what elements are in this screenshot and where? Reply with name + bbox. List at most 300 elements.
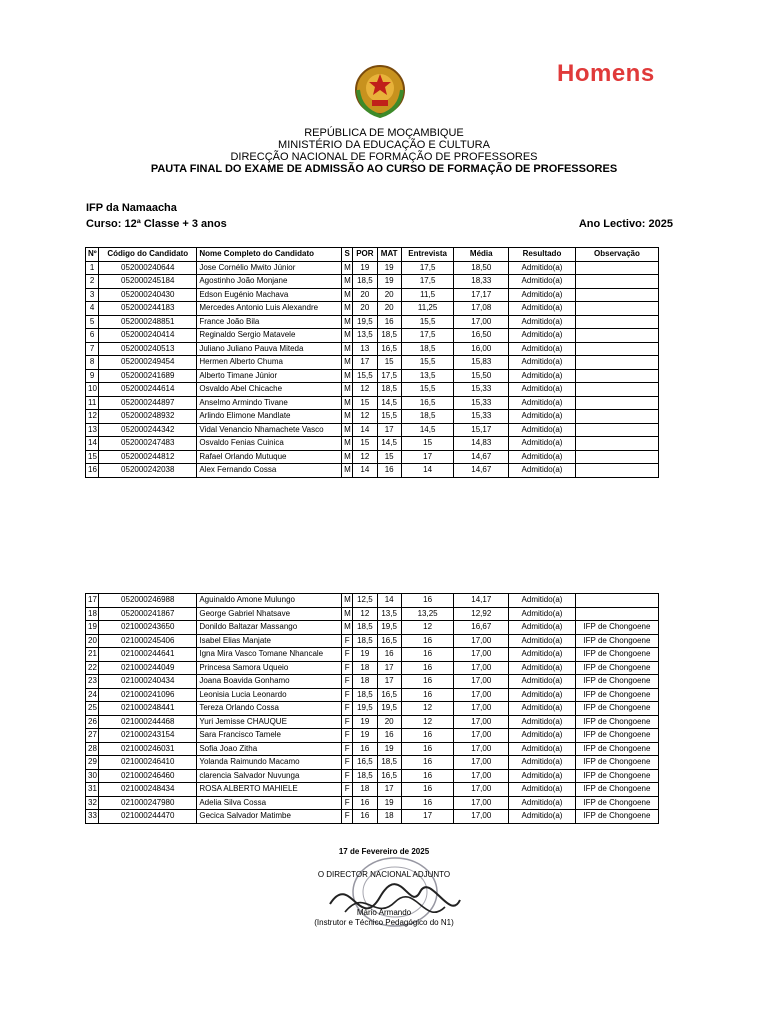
average-cell: 17,00 bbox=[454, 648, 509, 662]
result-cell: Admitido(a) bbox=[509, 634, 576, 648]
sex-cell: M bbox=[342, 410, 353, 424]
por-score-cell: 12 bbox=[353, 383, 377, 397]
candidate-name-cell: George Gabriel Nhatsave bbox=[197, 607, 342, 621]
mat-score-cell: 19,5 bbox=[377, 702, 401, 716]
candidate-code-cell: 052000248851 bbox=[99, 315, 197, 329]
table-row bbox=[86, 423, 659, 437]
candidate-name-cell: Donildo Baltazar Massango bbox=[197, 621, 342, 635]
result-cell: Admitido(a) bbox=[509, 288, 576, 302]
candidate-name-cell: Yolanda Raimundo Macamo bbox=[197, 756, 342, 770]
interview-score-cell: 18,5 bbox=[401, 342, 454, 356]
col-header-average: Média bbox=[454, 248, 509, 262]
observation-cell: IFP de Chongoene bbox=[575, 810, 658, 824]
result-cell: Admitido(a) bbox=[509, 437, 576, 451]
interview-score-cell: 16 bbox=[401, 648, 454, 662]
por-score-cell: 19,5 bbox=[353, 702, 377, 716]
por-score-cell: 15,5 bbox=[353, 369, 377, 383]
result-cell: Admitido(a) bbox=[509, 769, 576, 783]
observation-cell bbox=[575, 288, 658, 302]
candidate-code-cell: 021000244470 bbox=[99, 810, 197, 824]
candidate-code-cell: 052000244183 bbox=[99, 302, 197, 316]
por-score-cell: 12,5 bbox=[353, 594, 377, 608]
candidate-name-cell: Vidal Venancio Nhamachete Vasco bbox=[197, 423, 342, 437]
col-header-number: Nº bbox=[86, 248, 99, 262]
interview-score-cell: 12 bbox=[401, 702, 454, 716]
interview-score-cell: 11,5 bbox=[401, 288, 454, 302]
row-number-cell: 32 bbox=[86, 796, 99, 810]
col-header-mat: MAT bbox=[377, 248, 401, 262]
candidate-name-cell: Aguinaldo Amone Mulungo bbox=[197, 594, 342, 608]
result-cell: Admitido(a) bbox=[509, 450, 576, 464]
result-cell: Admitido(a) bbox=[509, 275, 576, 289]
table-row bbox=[86, 383, 659, 397]
mat-score-cell: 19 bbox=[377, 796, 401, 810]
observation-cell: IFP de Chongoene bbox=[575, 783, 658, 797]
row-number-cell: 15 bbox=[86, 450, 99, 464]
candidate-code-cell: 021000246460 bbox=[99, 769, 197, 783]
candidate-name-cell: Reginaldo Sergio Matavele bbox=[197, 329, 342, 343]
sex-cell: M bbox=[342, 437, 353, 451]
candidate-name-cell: Alberto Timane Júnior bbox=[197, 369, 342, 383]
average-cell: 12,92 bbox=[454, 607, 509, 621]
table-row bbox=[86, 302, 659, 316]
col-header-sex: S bbox=[342, 248, 353, 262]
row-number-cell: 7 bbox=[86, 342, 99, 356]
sex-cell: F bbox=[342, 634, 353, 648]
signatory-title: (Instrutor e Técnico Pedagógico do N1) bbox=[314, 918, 454, 927]
candidate-name-cell: Sofia Joao Zitha bbox=[197, 742, 342, 756]
row-number-cell: 18 bbox=[86, 607, 99, 621]
candidate-name-cell: Gecica Salvador Matimbe bbox=[197, 810, 342, 824]
institution-name: IFP da Namaacha bbox=[86, 202, 177, 214]
average-cell: 15,17 bbox=[454, 423, 509, 437]
table-row bbox=[86, 715, 659, 729]
result-cell: Admitido(a) bbox=[509, 464, 576, 478]
interview-score-cell: 16 bbox=[401, 769, 454, 783]
por-score-cell: 14 bbox=[353, 464, 377, 478]
candidate-name-cell: Adelia Silva Cossa bbox=[197, 796, 342, 810]
mat-score-cell: 16 bbox=[377, 315, 401, 329]
row-number-cell: 11 bbox=[86, 396, 99, 410]
candidate-code-cell: 052000244614 bbox=[99, 383, 197, 397]
result-cell: Admitido(a) bbox=[509, 715, 576, 729]
candidate-code-cell: 052000241867 bbox=[99, 607, 197, 621]
candidate-name-cell: Joana Boavida Gonhamo bbox=[197, 675, 342, 689]
row-number-cell: 12 bbox=[86, 410, 99, 424]
observation-cell bbox=[575, 464, 658, 478]
sex-cell: F bbox=[342, 796, 353, 810]
interview-score-cell: 16 bbox=[401, 594, 454, 608]
candidate-code-cell: 052000244812 bbox=[99, 450, 197, 464]
table-row bbox=[86, 594, 659, 608]
interview-score-cell: 16 bbox=[401, 742, 454, 756]
interview-score-cell: 17,5 bbox=[401, 329, 454, 343]
mat-score-cell: 15,5 bbox=[377, 410, 401, 424]
candidate-name-cell: Yuri Jemisse CHAUQUE bbox=[197, 715, 342, 729]
candidate-name-cell: Sara Francisco Tamele bbox=[197, 729, 342, 743]
interview-score-cell: 16 bbox=[401, 729, 454, 743]
mat-score-cell: 17 bbox=[377, 675, 401, 689]
sex-cell: M bbox=[342, 396, 353, 410]
average-cell: 17,17 bbox=[454, 288, 509, 302]
por-score-cell: 18,5 bbox=[353, 621, 377, 635]
col-header-result: Resultado bbox=[509, 248, 576, 262]
result-cell: Admitido(a) bbox=[509, 356, 576, 370]
observation-cell: IFP de Chongoene bbox=[575, 675, 658, 689]
mat-score-cell: 18,5 bbox=[377, 383, 401, 397]
observation-cell bbox=[575, 342, 658, 356]
interview-score-cell: 15 bbox=[401, 437, 454, 451]
mat-score-cell: 17,5 bbox=[377, 369, 401, 383]
candidate-code-cell: 052000240513 bbox=[99, 342, 197, 356]
table-row bbox=[86, 369, 659, 383]
table-row bbox=[86, 702, 659, 716]
interview-score-cell: 16 bbox=[401, 688, 454, 702]
header-republic: REPÚBLICA DE MOÇAMBIQUE bbox=[304, 127, 464, 139]
table-row bbox=[86, 621, 659, 635]
row-number-cell: 33 bbox=[86, 810, 99, 824]
mat-score-cell: 16 bbox=[377, 648, 401, 662]
observation-cell: IFP de Chongoene bbox=[575, 715, 658, 729]
observation-cell: IFP de Chongoene bbox=[575, 661, 658, 675]
mat-score-cell: 20 bbox=[377, 715, 401, 729]
average-cell: 17,00 bbox=[454, 756, 509, 770]
table-row bbox=[86, 756, 659, 770]
row-number-cell: 20 bbox=[86, 634, 99, 648]
sex-cell: F bbox=[342, 742, 353, 756]
table-row bbox=[86, 329, 659, 343]
table-row bbox=[86, 634, 659, 648]
sex-cell: F bbox=[342, 810, 353, 824]
result-cell: Admitido(a) bbox=[509, 729, 576, 743]
candidate-name-cell: Igna Mira Vasco Tomane Nhancale bbox=[197, 648, 342, 662]
candidate-code-cell: 052000244897 bbox=[99, 396, 197, 410]
row-number-cell: 13 bbox=[86, 423, 99, 437]
por-score-cell: 18 bbox=[353, 661, 377, 675]
interview-score-cell: 16 bbox=[401, 675, 454, 689]
row-number-cell: 6 bbox=[86, 329, 99, 343]
row-number-cell: 19 bbox=[86, 621, 99, 635]
observation-cell bbox=[575, 302, 658, 316]
row-number-cell: 4 bbox=[86, 302, 99, 316]
candidate-code-cell: 021000244049 bbox=[99, 661, 197, 675]
sex-cell: M bbox=[342, 261, 353, 275]
mat-score-cell: 15 bbox=[377, 356, 401, 370]
col-header-code: Código do Candidato bbox=[99, 248, 197, 262]
observation-cell bbox=[575, 261, 658, 275]
table-row bbox=[86, 648, 659, 662]
candidate-name-cell: Alex Fernando Cossa bbox=[197, 464, 342, 478]
header-ministry: MINISTÉRIO DA EDUCAÇÃO E CULTURA bbox=[278, 139, 490, 151]
result-cell: Admitido(a) bbox=[509, 329, 576, 343]
col-header-name: Nome Completo do Candidato bbox=[197, 248, 342, 262]
sex-cell: M bbox=[342, 594, 353, 608]
candidate-name-cell: Mercedes Antonio Luis Alexandre bbox=[197, 302, 342, 316]
observation-cell: IFP de Chongoene bbox=[575, 796, 658, 810]
table-row bbox=[86, 729, 659, 743]
result-cell: Admitido(a) bbox=[509, 756, 576, 770]
mat-score-cell: 17 bbox=[377, 423, 401, 437]
por-score-cell: 19 bbox=[353, 261, 377, 275]
interview-score-cell: 15,5 bbox=[401, 356, 454, 370]
academic-year: Ano Lectivo: 2025 bbox=[578, 218, 673, 230]
row-number-cell: 26 bbox=[86, 715, 99, 729]
interview-score-cell: 17 bbox=[401, 810, 454, 824]
table-row bbox=[86, 437, 659, 451]
sex-cell: F bbox=[342, 783, 353, 797]
sex-cell: F bbox=[342, 715, 353, 729]
mat-score-cell: 16 bbox=[377, 464, 401, 478]
candidate-code-cell: 052000240414 bbox=[99, 329, 197, 343]
average-cell: 17,08 bbox=[454, 302, 509, 316]
average-cell: 15,83 bbox=[454, 356, 509, 370]
sex-cell: M bbox=[342, 356, 353, 370]
interview-score-cell: 12 bbox=[401, 715, 454, 729]
candidate-code-cell: 052000242038 bbox=[99, 464, 197, 478]
candidate-code-cell: 021000245406 bbox=[99, 634, 197, 648]
observation-cell: IFP de Chongoene bbox=[575, 702, 658, 716]
interview-score-cell: 15,5 bbox=[401, 383, 454, 397]
document-header bbox=[0, 127, 768, 175]
candidate-code-cell: 052000248932 bbox=[99, 410, 197, 424]
observation-cell bbox=[575, 594, 658, 608]
candidate-name-cell: Anselmo Armindo Tivane bbox=[197, 396, 342, 410]
por-score-cell: 13 bbox=[353, 342, 377, 356]
table-header-row bbox=[86, 248, 659, 262]
observation-cell bbox=[575, 369, 658, 383]
row-number-cell: 23 bbox=[86, 675, 99, 689]
average-cell: 17,00 bbox=[454, 675, 509, 689]
interview-score-cell: 15,5 bbox=[401, 315, 454, 329]
por-score-cell: 13,5 bbox=[353, 329, 377, 343]
sex-cell: M bbox=[342, 315, 353, 329]
average-cell: 17,00 bbox=[454, 769, 509, 783]
sex-cell: M bbox=[342, 383, 353, 397]
interview-score-cell: 12 bbox=[401, 621, 454, 635]
candidate-name-cell: Arlindo Elimone Mandlate bbox=[197, 410, 342, 424]
row-number-cell: 2 bbox=[86, 275, 99, 289]
row-number-cell: 3 bbox=[86, 288, 99, 302]
por-score-cell: 20 bbox=[353, 302, 377, 316]
table-row bbox=[86, 675, 659, 689]
por-score-cell: 20 bbox=[353, 288, 377, 302]
row-number-cell: 27 bbox=[86, 729, 99, 743]
header-directorate: DIRECÇÃO NACIONAL DE FORMAÇÃO DE PROFESSORES bbox=[230, 151, 538, 163]
average-cell: 18,33 bbox=[454, 275, 509, 289]
observation-cell bbox=[575, 315, 658, 329]
interview-score-cell: 16 bbox=[401, 634, 454, 648]
table-row bbox=[86, 275, 659, 289]
result-cell: Admitido(a) bbox=[509, 675, 576, 689]
candidate-name-cell: Juliano Juliano Pauva Miteda bbox=[197, 342, 342, 356]
observation-cell bbox=[575, 437, 658, 451]
result-cell: Admitido(a) bbox=[509, 688, 576, 702]
observation-cell: IFP de Chongoene bbox=[575, 648, 658, 662]
sex-cell: M bbox=[342, 423, 353, 437]
table-row bbox=[86, 661, 659, 675]
row-number-cell: 21 bbox=[86, 648, 99, 662]
mat-score-cell: 19,5 bbox=[377, 621, 401, 635]
result-cell: Admitido(a) bbox=[509, 702, 576, 716]
candidate-name-cell: France João Bila bbox=[197, 315, 342, 329]
result-cell: Admitido(a) bbox=[509, 621, 576, 635]
sex-cell: M bbox=[342, 621, 353, 635]
observation-cell bbox=[575, 607, 658, 621]
candidate-name-cell: Princesa Samora Uqueio bbox=[197, 661, 342, 675]
mat-score-cell: 19 bbox=[377, 275, 401, 289]
por-score-cell: 12 bbox=[353, 450, 377, 464]
sex-cell: M bbox=[342, 450, 353, 464]
average-cell: 14,67 bbox=[454, 464, 509, 478]
average-cell: 17,00 bbox=[454, 634, 509, 648]
sex-cell: M bbox=[342, 369, 353, 383]
results-table-page1 bbox=[85, 247, 659, 478]
sex-cell: F bbox=[342, 702, 353, 716]
candidate-code-cell: 021000247980 bbox=[99, 796, 197, 810]
mat-score-cell: 18,5 bbox=[377, 756, 401, 770]
candidate-code-cell: 021000241096 bbox=[99, 688, 197, 702]
observation-cell bbox=[575, 410, 658, 424]
row-number-cell: 17 bbox=[86, 594, 99, 608]
mat-score-cell: 16,5 bbox=[377, 769, 401, 783]
signature-date: 17 de Fevereiro de 2025 bbox=[338, 847, 430, 856]
table-row bbox=[86, 769, 659, 783]
candidate-name-cell: Tereza Orlando Cossa bbox=[197, 702, 342, 716]
interview-score-cell: 14 bbox=[401, 464, 454, 478]
sex-cell: M bbox=[342, 329, 353, 343]
candidate-code-cell: 021000248441 bbox=[99, 702, 197, 716]
observation-cell: IFP de Chongoene bbox=[575, 769, 658, 783]
observation-cell bbox=[575, 383, 658, 397]
candidate-code-cell: 021000240434 bbox=[99, 675, 197, 689]
interview-score-cell: 13,5 bbox=[401, 369, 454, 383]
interview-score-cell: 16 bbox=[401, 783, 454, 797]
por-score-cell: 18,5 bbox=[353, 634, 377, 648]
observation-cell: IFP de Chongoene bbox=[575, 634, 658, 648]
result-cell: Admitido(a) bbox=[509, 810, 576, 824]
average-cell: 17,00 bbox=[454, 796, 509, 810]
por-score-cell: 18 bbox=[353, 675, 377, 689]
row-number-cell: 30 bbox=[86, 769, 99, 783]
candidate-code-cell: 052000241689 bbox=[99, 369, 197, 383]
mat-score-cell: 17 bbox=[377, 661, 401, 675]
candidate-name-cell: Osvaldo Fenias Cuinica bbox=[197, 437, 342, 451]
por-score-cell: 16 bbox=[353, 796, 377, 810]
observation-cell bbox=[575, 396, 658, 410]
sex-cell: M bbox=[342, 342, 353, 356]
sex-cell: M bbox=[342, 275, 353, 289]
national-emblem-icon bbox=[350, 60, 410, 120]
por-score-cell: 19,5 bbox=[353, 315, 377, 329]
por-score-cell: 14 bbox=[353, 423, 377, 437]
result-cell: Admitido(a) bbox=[509, 607, 576, 621]
por-score-cell: 16 bbox=[353, 742, 377, 756]
por-score-cell: 18,5 bbox=[353, 275, 377, 289]
result-cell: Admitido(a) bbox=[509, 648, 576, 662]
mat-score-cell: 13,5 bbox=[377, 607, 401, 621]
mat-score-cell: 16,5 bbox=[377, 688, 401, 702]
sex-cell: F bbox=[342, 648, 353, 662]
mat-score-cell: 15 bbox=[377, 450, 401, 464]
candidate-name-cell: Isabel Elias Manjate bbox=[197, 634, 342, 648]
average-cell: 18,50 bbox=[454, 261, 509, 275]
sex-cell: F bbox=[342, 729, 353, 743]
observation-cell: IFP de Chongoene bbox=[575, 688, 658, 702]
observation-cell: IFP de Chongoene bbox=[575, 756, 658, 770]
sex-cell: F bbox=[342, 756, 353, 770]
sex-cell: F bbox=[342, 688, 353, 702]
candidate-name-cell: Edson Eugénio Machava bbox=[197, 288, 342, 302]
result-cell: Admitido(a) bbox=[509, 783, 576, 797]
average-cell: 16,50 bbox=[454, 329, 509, 343]
sex-cell: M bbox=[342, 288, 353, 302]
course-label: Curso: 12ª Classe + 3 anos bbox=[86, 218, 227, 230]
sex-cell: F bbox=[342, 675, 353, 689]
mat-score-cell: 18 bbox=[377, 810, 401, 824]
interview-score-cell: 18,5 bbox=[401, 410, 454, 424]
table-row bbox=[86, 261, 659, 275]
table-row bbox=[86, 783, 659, 797]
candidate-code-cell: 021000246410 bbox=[99, 756, 197, 770]
average-cell: 17,00 bbox=[454, 315, 509, 329]
mat-score-cell: 16,5 bbox=[377, 342, 401, 356]
por-score-cell: 16 bbox=[353, 810, 377, 824]
row-number-cell: 9 bbox=[86, 369, 99, 383]
table-row bbox=[86, 450, 659, 464]
row-number-cell: 31 bbox=[86, 783, 99, 797]
table-row bbox=[86, 288, 659, 302]
interview-score-cell: 17,5 bbox=[401, 275, 454, 289]
results-table-page2 bbox=[85, 593, 659, 824]
average-cell: 17,00 bbox=[454, 742, 509, 756]
observation-cell: IFP de Chongoene bbox=[575, 729, 658, 743]
result-cell: Admitido(a) bbox=[509, 383, 576, 397]
candidate-code-cell: 021000243650 bbox=[99, 621, 197, 635]
candidate-name-cell: clarencia Salvador Nuvunga bbox=[197, 769, 342, 783]
average-cell: 14,83 bbox=[454, 437, 509, 451]
result-cell: Admitido(a) bbox=[509, 796, 576, 810]
sex-cell: M bbox=[342, 464, 353, 478]
row-number-cell: 22 bbox=[86, 661, 99, 675]
result-cell: Admitido(a) bbox=[509, 396, 576, 410]
por-score-cell: 15 bbox=[353, 396, 377, 410]
interview-score-cell: 16 bbox=[401, 661, 454, 675]
sex-cell: F bbox=[342, 769, 353, 783]
row-number-cell: 25 bbox=[86, 702, 99, 716]
col-header-interview: Entrevista bbox=[401, 248, 454, 262]
result-cell: Admitido(a) bbox=[509, 594, 576, 608]
row-number-cell: 29 bbox=[86, 756, 99, 770]
row-number-cell: 14 bbox=[86, 437, 99, 451]
average-cell: 17,00 bbox=[454, 702, 509, 716]
row-number-cell: 24 bbox=[86, 688, 99, 702]
average-cell: 15,33 bbox=[454, 383, 509, 397]
average-cell: 17,00 bbox=[454, 715, 509, 729]
por-score-cell: 19 bbox=[353, 715, 377, 729]
sex-cell: F bbox=[342, 661, 353, 675]
table-row bbox=[86, 688, 659, 702]
result-cell: Admitido(a) bbox=[509, 423, 576, 437]
average-cell: 14,67 bbox=[454, 450, 509, 464]
mat-score-cell: 16,5 bbox=[377, 634, 401, 648]
average-cell: 17,00 bbox=[454, 688, 509, 702]
average-cell: 17,00 bbox=[454, 661, 509, 675]
mat-score-cell: 19 bbox=[377, 742, 401, 756]
row-number-cell: 5 bbox=[86, 315, 99, 329]
candidate-code-cell: 021000244641 bbox=[99, 648, 197, 662]
mat-score-cell: 20 bbox=[377, 288, 401, 302]
candidate-name-cell: Jose Cornélio Mwito Júnior bbox=[197, 261, 342, 275]
